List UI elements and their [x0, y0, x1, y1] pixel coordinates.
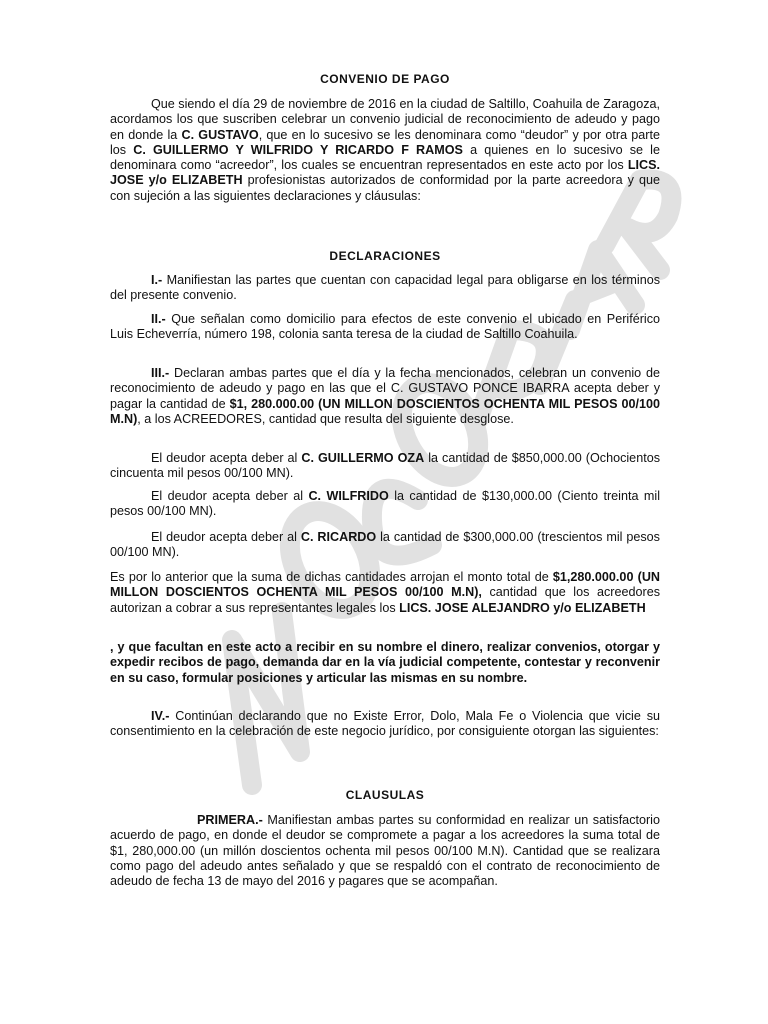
deudor-line-1 [110, 451, 660, 482]
intro-paragraph [110, 97, 660, 204]
suma-representantes: LICS. JOSE ALEJANDRO y/o ELIZABETH [399, 600, 646, 615]
declaracion-1 [110, 273, 660, 304]
facultan-paragraph [110, 640, 660, 686]
declaraciones-heading: DECLARACIONES [329, 249, 441, 263]
acreedores-names: C. GUILLERMO Y WILFRIDO Y RICARDO F RAMOS [133, 142, 463, 157]
clausulas-heading: CLAUSULAS [345, 788, 425, 802]
deudor-line-2-name: C. WILFRIDO [308, 489, 389, 503]
intro-text-3: a quienes en lo sucesivo se le denominara como “acreedor”, los cuales se encuentran representados en este acto por los [110, 142, 660, 173]
intro-text-2: , que en lo sucesivo se les denominara como “deudor” y por otra parte los [110, 127, 661, 157]
declaracion-3-number: III.- [151, 366, 170, 380]
declaracion-3-text-1: Declaran ambas partes que el día y la fecha mencionados, celebran un convenio de reconocimiento de adeudo y pago en las que el C. GUSTAVO PONCE IBARRA acepta deber y pagar la cantidad de [110, 366, 660, 411]
declaracion-3 [110, 366, 660, 427]
declaracion-2-text: Que señalan como domicilio para efectos de este convenio el ubicado en Periférico Luis Echeverría, número 198, colonia santa teresa de la ciudad de Saltillo Coahuila. [110, 312, 660, 342]
suma-text-1: Es por lo anterior que la suma de dichas cantidades arrojan el monto total de [110, 570, 553, 584]
declaracion-4 [110, 709, 660, 740]
deudor-line-2 [110, 489, 660, 520]
declaracion-3-text-2: , a los ACREEDORES, cantidad que resulta del siguiente desglose. [137, 411, 514, 426]
deudor-line-3-text-1: El deudor acepta deber al [151, 530, 301, 544]
declaracion-4-text: Continúan declarando que no Existe Error, Dolo, Mala Fe o Violencia que vicie su consentimiento en la celebración de este negocio jurídico, por consiguiente otorgan las siguientes: [110, 709, 660, 739]
clausula-primera-label: PRIMERA.- [197, 813, 263, 827]
representantes-names: LICS. JOSE y/o ELIZABETH [110, 158, 660, 188]
intro-text-1: Que siendo el día 29 de noviembre de 2016 en la ciudad de Saltillo, Coahuila de Zaragoza, acordamos los que suscriben celebrar un convenio judicial de reconocimiento de adeudo y pago en donde la [110, 97, 660, 142]
clausula-primera-text: Manifiestan ambas partes su conformidad en realizar un satisfactorio acuerdo de pago, en donde el deudor se compromete a pagar a los acreedores la suma total de $1, 280,000.00 (un millón doscientos ochenta mil pesos 00/100 M.N). Cantidad que se realizara como pago del adeudo antes señalado y que se respaldó con el contrato de reconocimiento de adeudo de fecha 13 de mayo del 2016 y pagares que se acompañan. [110, 813, 660, 889]
suma-amount: $1,280.000.00 (UN MILLON DOSCIENTOS OCHENTA MIL PESOS 00/100 M.N), [110, 570, 661, 600]
declaracion-1-text: Manifiestan las partes que cuentan con capacidad legal para obligarse en los términos del presente convenio. [110, 273, 660, 303]
document-title: CONVENIO DE PAGO [320, 72, 450, 86]
declaracion-2 [110, 312, 660, 343]
deudor-line-1-text-1: El deudor acepta deber al [151, 451, 302, 465]
clausula-primera [110, 813, 660, 889]
declaracion-4-number: IV.- [151, 709, 170, 723]
suma-text-2: cantidad que los acreedores autorizan a cobrar a sus representantes legales los [110, 585, 660, 615]
deudor-line-2-text-2: la cantidad de $130,000.00 (Ciento treinta mil pesos 00/100 MN). [110, 489, 660, 519]
declaracion-1-number: I.- [151, 273, 163, 287]
deudor-line-3-text-2: la cantidad de $300,000.00 (trescientos mil pesos 00/100 MN). [110, 530, 660, 560]
deudor-line-1-name: C. GUILLERMO OZA [301, 451, 425, 465]
declaracion-2-number: II.- [151, 312, 166, 326]
deudor-name: C. GUSTAVO [181, 127, 259, 142]
intro-text-4: profesionistas autorizados de conformidad por la parte acreedora y que con sujeción a las siguientes declaraciones y cláusulas: [110, 173, 660, 203]
deudor-line-3 [110, 530, 660, 561]
suma-paragraph [110, 570, 660, 616]
deudor-line-2-text-1: El deudor acepta deber al [151, 489, 309, 503]
deudor-line-1-text-2: la cantidad de $850,000.00 (Ochocientos cincuenta mil pesos 00/100 MN). [110, 451, 660, 481]
declaracion-3-amount: $1, 280.000.00 (UN MILLON DOSCIENTOS OCHENTA MIL PESOS 00/100 M.N) [110, 396, 660, 426]
facultan-text: , y que facultan en este acto a recibir en su nombre el dinero, realizar convenios, otorgar y expedir recibos de pago, demanda dar en la vía judicial competente, contestar y reconvenir en su caso, formular posiciones y articular las mismas en su nombre. [110, 640, 660, 685]
watermark-letter-n [232, 612, 300, 785]
deudor-line-3-name: C. RICARDO [300, 530, 377, 544]
